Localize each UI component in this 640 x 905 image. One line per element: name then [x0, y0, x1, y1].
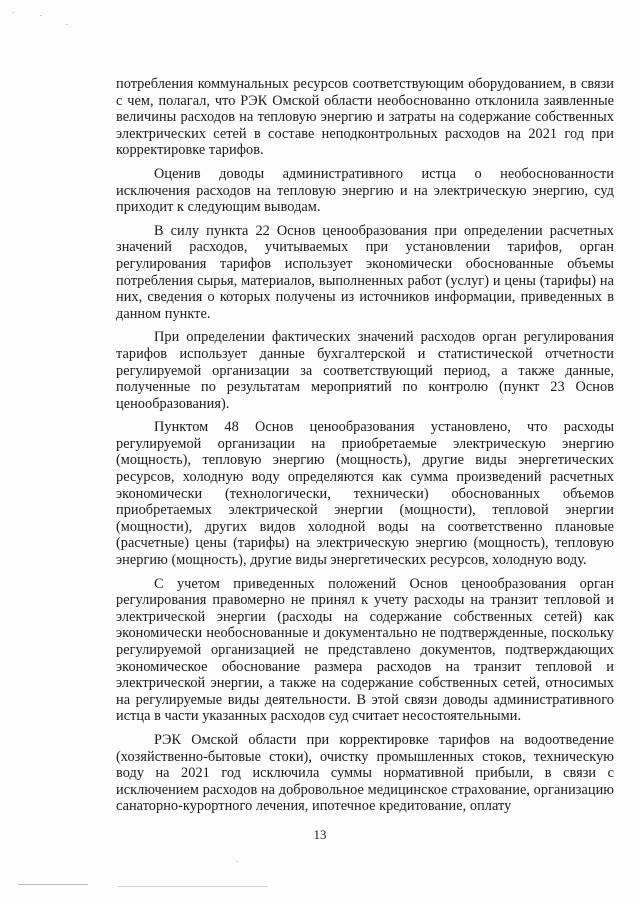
scan-artifact-dot [40, 15, 42, 16]
scan-artifact-line [18, 884, 88, 885]
paragraph-1: потребления коммунальных ресурсов соответствующим оборудованием, в связи с чем, полагал, что РЭК Омской области необоснованно отклонила заявленные величины расходов на тепловую энергию и затраты на содержание собственных электрических сетей в составе неподконтрольных расходов на 2021 год при корректировке тарифов. [116, 76, 614, 159]
scan-artifact-dot [236, 861, 238, 862]
scan-artifact-dot [66, 24, 68, 25]
scan-artifact-line [118, 886, 268, 887]
paragraph-6: С учетом приведенных положений Основ ценообразования орган регулирования правомерно не принял к учету расходы на транзит тепловой и электрической энергии (расходы на содержание собственных сетей) как экономически необоснованные и документально не подтвержденные, поскольку регулируемой организацией не представлено документов, подтверждающих экономическое обоснование размера расходов на транзит тепловой и электрической энергии, а также на содержание собственных сетей, относимых на регулируемые виды деятельности. В этой связи доводы административного истца в части указанных расходов суд считает несостоятельными. [116, 575, 614, 725]
paragraph-4: При определении фактических значений расходов орган регулирования тарифов использует данные бухгалтерской и статистической отчетности регулируемой организации за соответствующий период, а также данные, полученные по результатам мероприятий по контролю (пункт 23 Основ ценообразования). [116, 329, 614, 412]
paragraph-5: Пунктом 48 Основ ценообразования установлено, что расходы регулируемой организации на приобретаемые электрическую энергию (мощность), тепловую энергию (мощность), другие виды энергетических ресурсов, холодную воду определяются как сумма произведений расчетных экономически (технологически, технически) обоснованных объемов приобретаемых электрической энергии (мощности), тепловой энергии (мощности), других видов холодной воды на соответственно плановые (расчетные) цены (тарифы) на электрическую энергию (мощность), тепловую энергию (мощность), другие виды энергетических ресурсов, холодную воду. [116, 419, 614, 569]
paragraph-3: В силу пункта 22 Основ ценообразования при определении расчетных значений расходов, учитываемых при установлении тарифов, орган регулирования тарифов использует экономически обоснованные объемы потребления сырья, материалов, выполненных работ (услуг) и цены (тарифы) на них, сведения о которых получены из источников информации, приведенных в данном пункте. [116, 222, 614, 322]
paragraph-7: РЭК Омской области при корректировке тарифов на водоотведение (хозяйственно-бытовые стоки), очистку промышленных стоков, техническую воду на 2021 год исключила суммы нормативной прибыли, в связи с исключением расходов на добровольное медицинское страхование, организацию санаторно-курортного лечения, ипотечное кредитование, оплату [116, 731, 614, 815]
paragraph-2: Оценив доводы административного истца о необоснованности исключения расходов на тепловую энергию и на электрическую энергию, суд приходит к следующим выводам. [116, 165, 614, 216]
page-number: 13 [313, 827, 327, 842]
document-body [116, 76, 614, 815]
scan-artifact-dot [12, 12, 14, 13]
